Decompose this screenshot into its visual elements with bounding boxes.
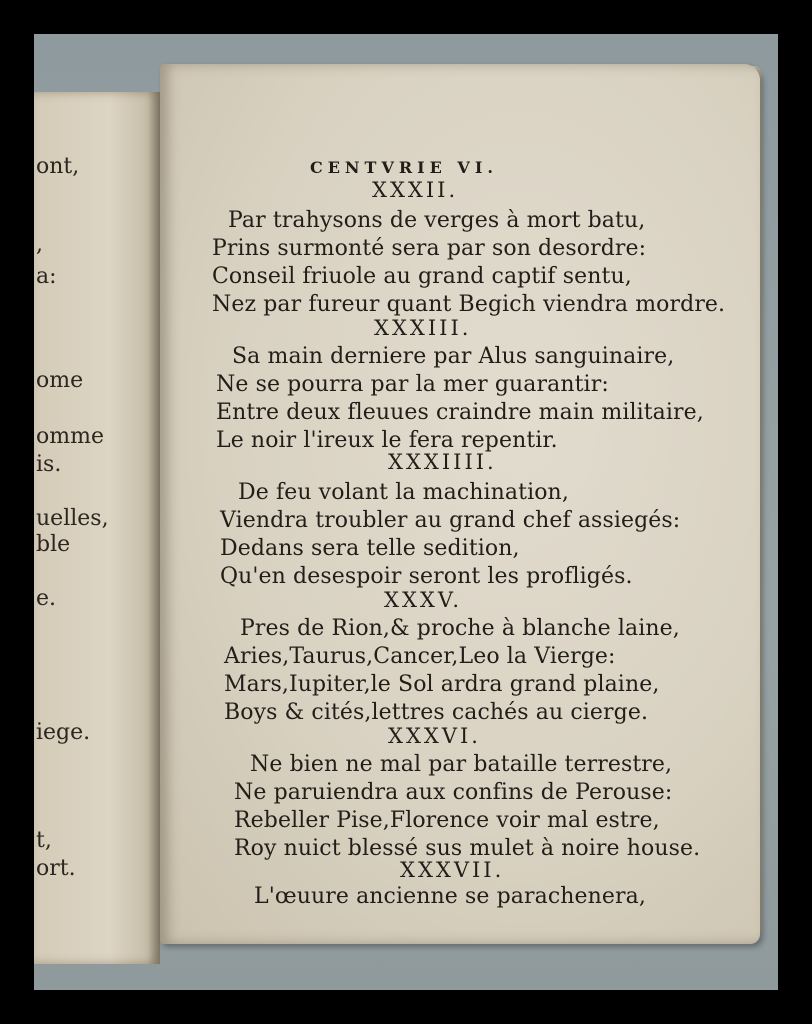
left-fragment: ont, — [36, 154, 80, 179]
verse-line: De feu volant la machination, — [238, 480, 569, 505]
left-fragment: is. — [36, 452, 62, 477]
verse-line: Aries,Taurus,Cancer,Leo la Vierge: — [224, 644, 616, 669]
verse-line: Conseil friuole au grand captif sentu, — [212, 264, 632, 289]
verse-line: Ne bien ne mal par bataille terrestre, — [250, 752, 673, 777]
verse-line: Ne paruiendra aux confins de Perouse: — [234, 780, 673, 805]
verse-line: Par trahysons de verges à mort batu, — [228, 208, 646, 233]
verse-line: Le noir l'ireux le fera repentir. — [216, 428, 558, 453]
verse-line: Rebeller Pise,Florence voir mal estre, — [234, 808, 660, 833]
left-fragment: , — [36, 232, 43, 257]
quatrain-number: XXXIIII. — [388, 450, 497, 474]
verse-line: Viendra troubler au grand chef assiegés: — [220, 508, 681, 533]
left-fragment: omme — [36, 424, 104, 449]
left-fragment: ome — [36, 368, 84, 393]
quatrain-number: XXXIII. — [374, 316, 472, 340]
verse-line: L'œuure ancienne se parachenera, — [254, 884, 646, 909]
verse-line: Qu'en desespoir seront les profligés. — [220, 564, 633, 589]
running-head: CENTVRIE VI. — [310, 158, 498, 177]
left-fragment: a: — [36, 264, 57, 289]
verse-line: Mars,Iupiter,le Sol ardra grand plaine, — [224, 672, 660, 697]
verse-line: Prins surmonté sera par son desordre: — [212, 236, 647, 261]
verse-line: Pres de Rion,& proche à blanche laine, — [240, 616, 680, 641]
left-fragment: ble — [36, 532, 71, 557]
quatrain-number: XXXVII. — [400, 858, 505, 882]
left-page — [34, 92, 160, 964]
quatrain-number: XXXII. — [372, 178, 459, 202]
verse-line: Nez par fureur quant Begich viendra mordre. — [212, 292, 726, 317]
verse-line: Dedans sera telle sedition, — [220, 536, 520, 561]
left-fragment: iege. — [36, 720, 91, 745]
verse-line: Ne se pourra par la mer guarantir: — [216, 372, 609, 397]
left-fragment: t, — [36, 828, 52, 853]
left-fragment: ort. — [36, 856, 76, 881]
verse-line: Sa main derniere par Alus sanguinaire, — [232, 344, 675, 369]
verse-line: Boys & cités,lettres cachés au cierge. — [224, 700, 649, 725]
left-fragment: uelles, — [36, 506, 109, 531]
quatrain-number: XXXVI. — [388, 724, 481, 748]
verse-line: Roy nuict blessé sus mulet à noire house. — [234, 836, 701, 861]
quatrain-number: XXXV. — [384, 588, 463, 612]
verse-line: Entre deux fleuues craindre main militaire, — [216, 400, 704, 425]
left-fragment: e. — [36, 586, 57, 611]
